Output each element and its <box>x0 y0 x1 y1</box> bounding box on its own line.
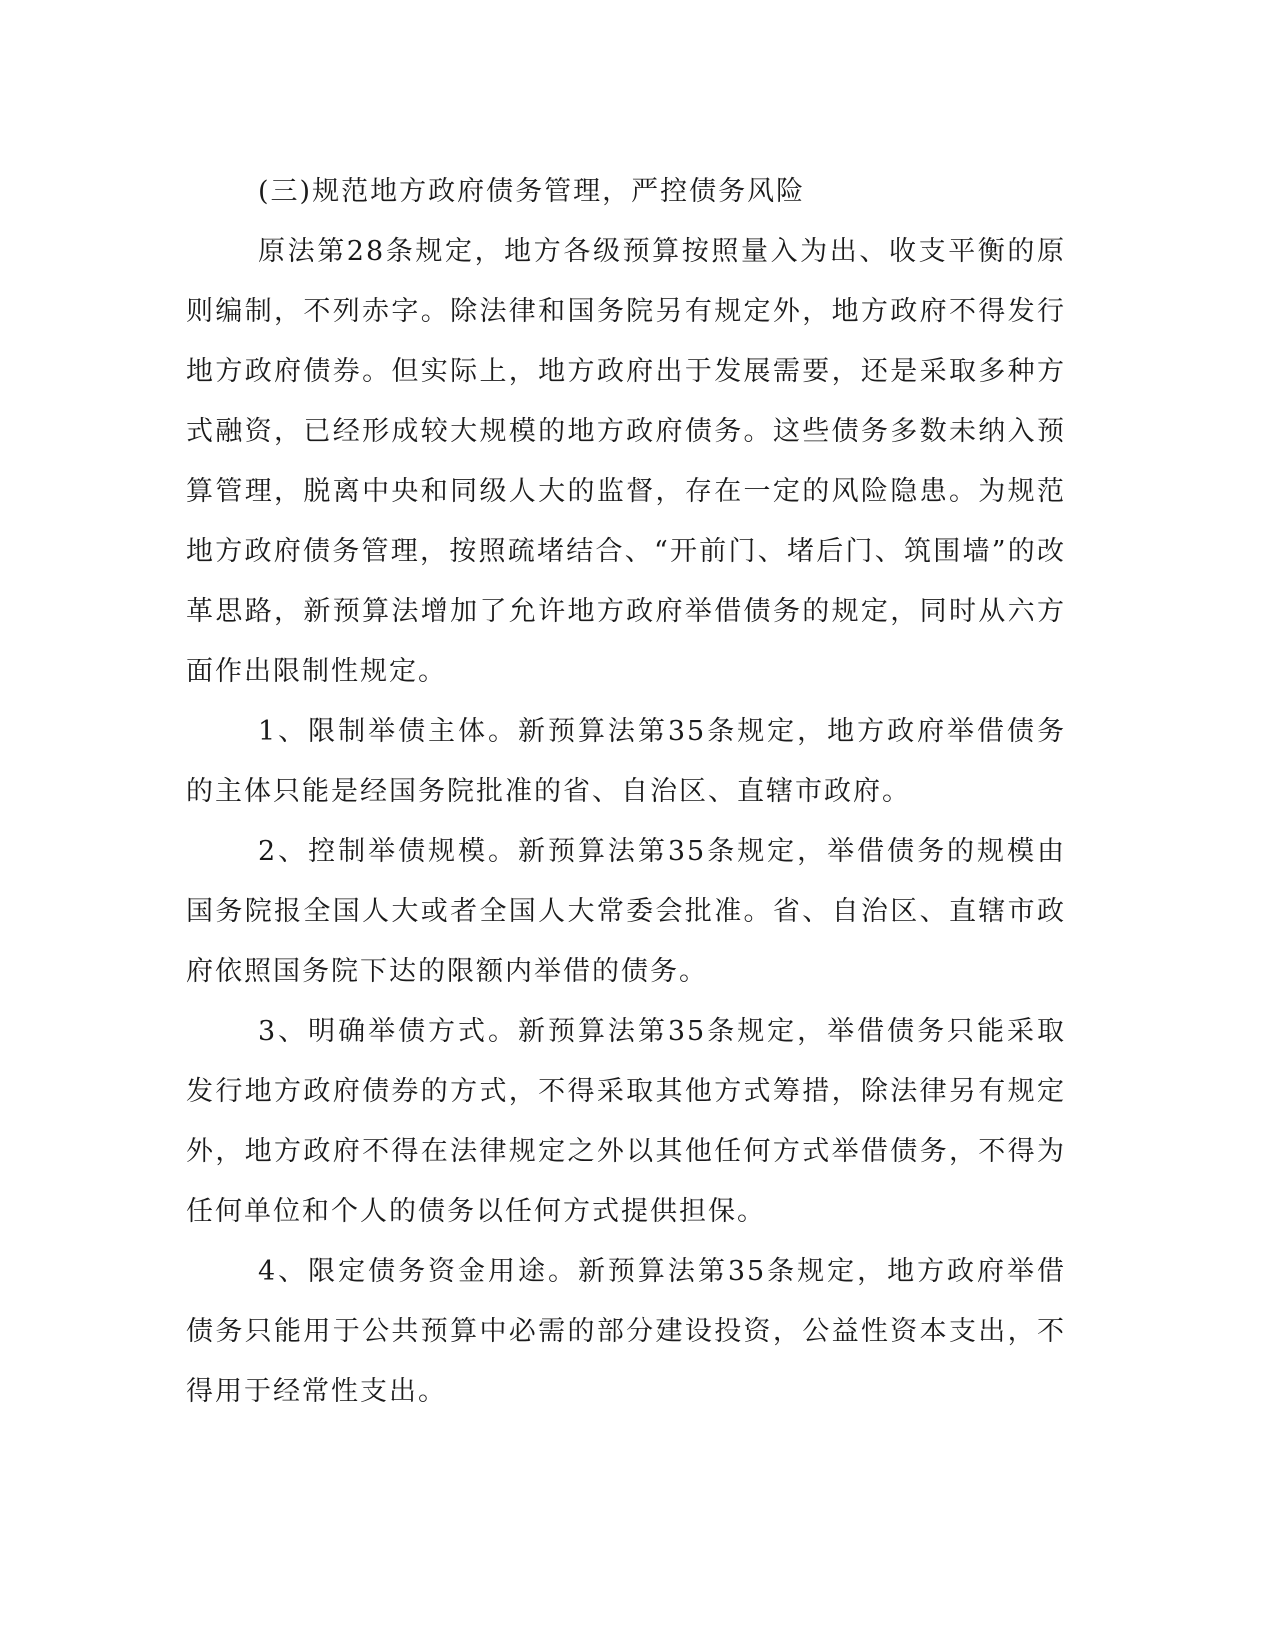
paragraph-item-1: 1、限制举债主体。新预算法第35条规定，地方政府举借债务的主体只能是经国务院批准的省、自治区、直辖市政府。 <box>186 716 1066 807</box>
section-heading: (三)规范地方政府债务管理，严控债务风险 <box>258 176 806 207</box>
paragraph-item-4: 4、限定债务资金用途。新预算法第35条规定，地方政府举借债务只能用于公共预算中必需的部分建设投资，公益性资本支出，不得用于经常性支出。 <box>186 1256 1066 1407</box>
paragraph-item-3: 3、明确举债方式。新预算法第35条规定，举借债务只能采取发行地方政府债券的方式，不得采取其他方式筹措，除法律另有规定外，地方政府不得在法律规定之外以其他任何方式举借债务，不得为任何单位和个人的债务以任何方式提供担保。 <box>186 1016 1066 1227</box>
paragraph-item-2: 2、控制举债规模。新预算法第35条规定，举借债务的规模由国务院报全国人大或者全国人大常委会批准。省、自治区、直辖市政府依照国务院下达的限额内举借的债务。 <box>186 836 1066 987</box>
document-body <box>186 162 1066 1422</box>
paragraph-intro: 原法第28条规定，地方各级预算按照量入为出、收支平衡的原则编制，不列赤字。除法律和国务院另有规定外，地方政府不得发行地方政府债券。但实际上，地方政府出于发展需要，还是采取多种方式融资，已经形成较大规模的地方政府债务。这些债务多数未纳入预算管理，脱离中央和同级人大的监督，存在一定的风险隐患。为规范地方政府债务管理，按照疏堵结合、“开前门、堵后门、筑围墙”的改革思路，新预算法增加了允许地方政府举借债务的规定，同时从六方面作出限制性规定。 <box>186 236 1066 687</box>
